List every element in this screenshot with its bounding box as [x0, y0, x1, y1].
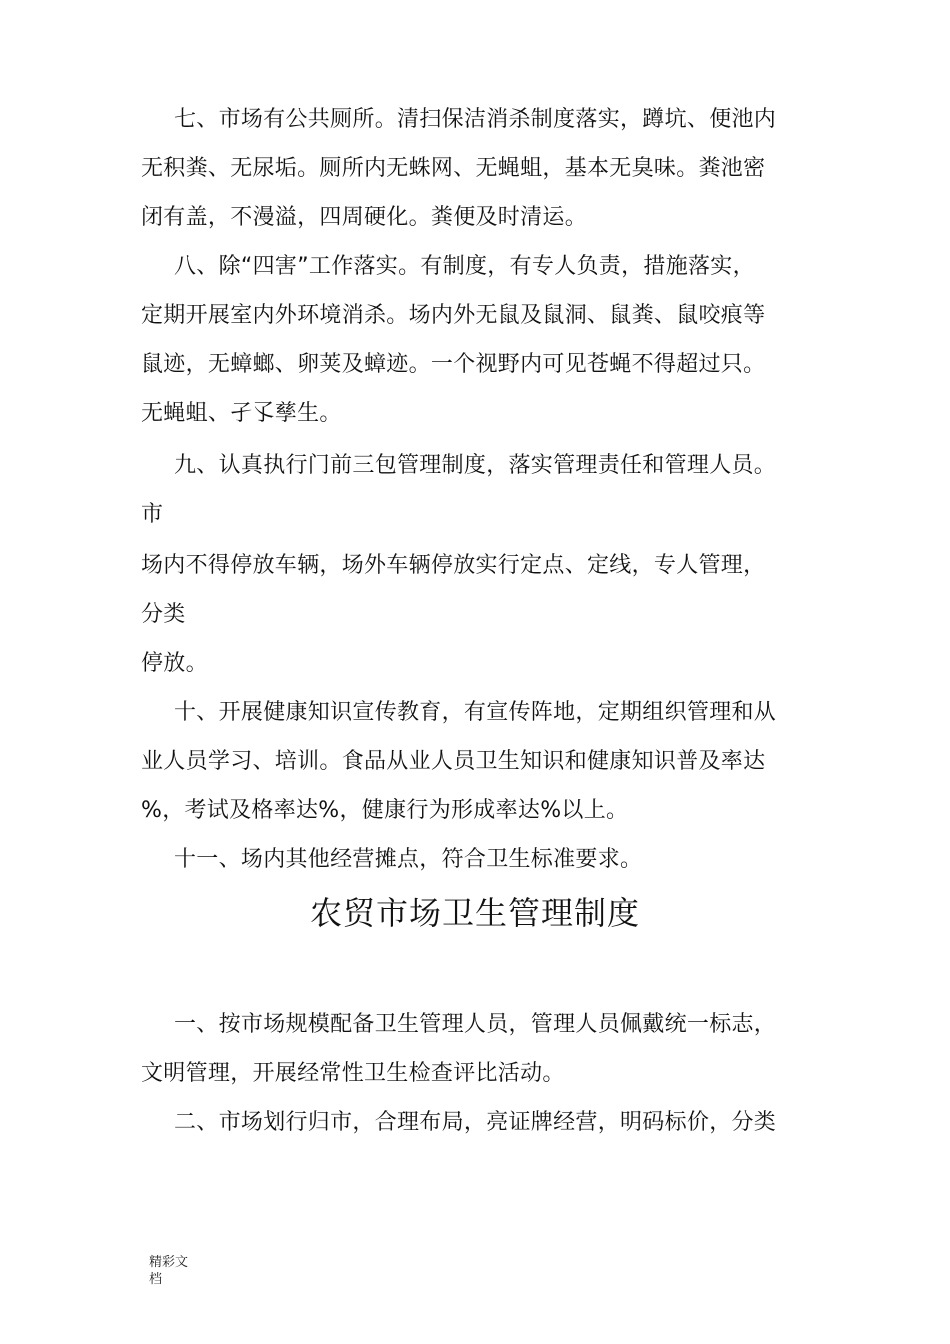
section-title: 农贸市场卫生管理制度	[309, 894, 640, 932]
paragraph-line: 八、除“四害”工作落实。有制度，有专人负责，措施落实，	[174, 254, 755, 279]
paragraph-line: 九、认真执行门前三包管理制度，落实管理责任和管理人员。	[174, 453, 777, 478]
paragraph-line: 文明管理，开展经常性卫生检查评比活动。	[141, 1061, 565, 1086]
paragraph-line: 市	[141, 502, 164, 527]
paragraph-line: 无蝇蛆、孑孓孳生。	[141, 401, 342, 426]
paragraph-line: 十、开展健康知识宣传教育，有宣传阵地，定期组织管理和从	[174, 700, 777, 725]
page-footer	[149, 1254, 209, 1288]
paragraph-line: 二、市场划行归市，合理布局，亮证牌经营，明码标价，分类	[174, 1110, 777, 1135]
paragraph-line: %，考试及格率达%，健康行为形成率达%以上。	[141, 798, 629, 823]
paragraph-line: 停放。	[141, 651, 208, 676]
paragraph-line: 定期开展室内外环境消杀。场内外无鼠及鼠洞、鼠粪、鼠咬痕等	[141, 303, 766, 328]
paragraph-line: 七、市场有公共厕所。清扫保洁消杀制度落实，蹲坑、便池内	[174, 107, 777, 132]
paragraph-line: 一、按市场规模配备卫生管理人员，管理人员佩戴统一标志，	[174, 1012, 777, 1037]
paragraph-line: 鼠迹，无蟑螂、卵荚及蟑迹。一个视野内可见苍蝇不得超过只。	[141, 352, 766, 377]
paragraph-line: 闭有盖，不漫溢，四周硬化。粪便及时清运。	[141, 205, 588, 230]
paragraph-line: 业人员学习、培训。食品从业人员卫生知识和健康知识普及率达	[141, 749, 766, 774]
paragraph-line: 场内不得停放车辆，场外车辆停放实行定点、定线，专人管理，	[141, 553, 766, 578]
paragraph-line: 无积粪、无尿垢。厕所内无蛛网、无蝇蛆，基本无臭味。粪池密	[141, 156, 766, 181]
paragraph-line: 分类	[141, 602, 186, 627]
footer-text: 档	[149, 1272, 163, 1287]
footer-text: 精彩文	[149, 1255, 189, 1270]
paragraph-line: 十一、场内其他经营摊点，符合卫生标准要求。	[174, 847, 643, 872]
